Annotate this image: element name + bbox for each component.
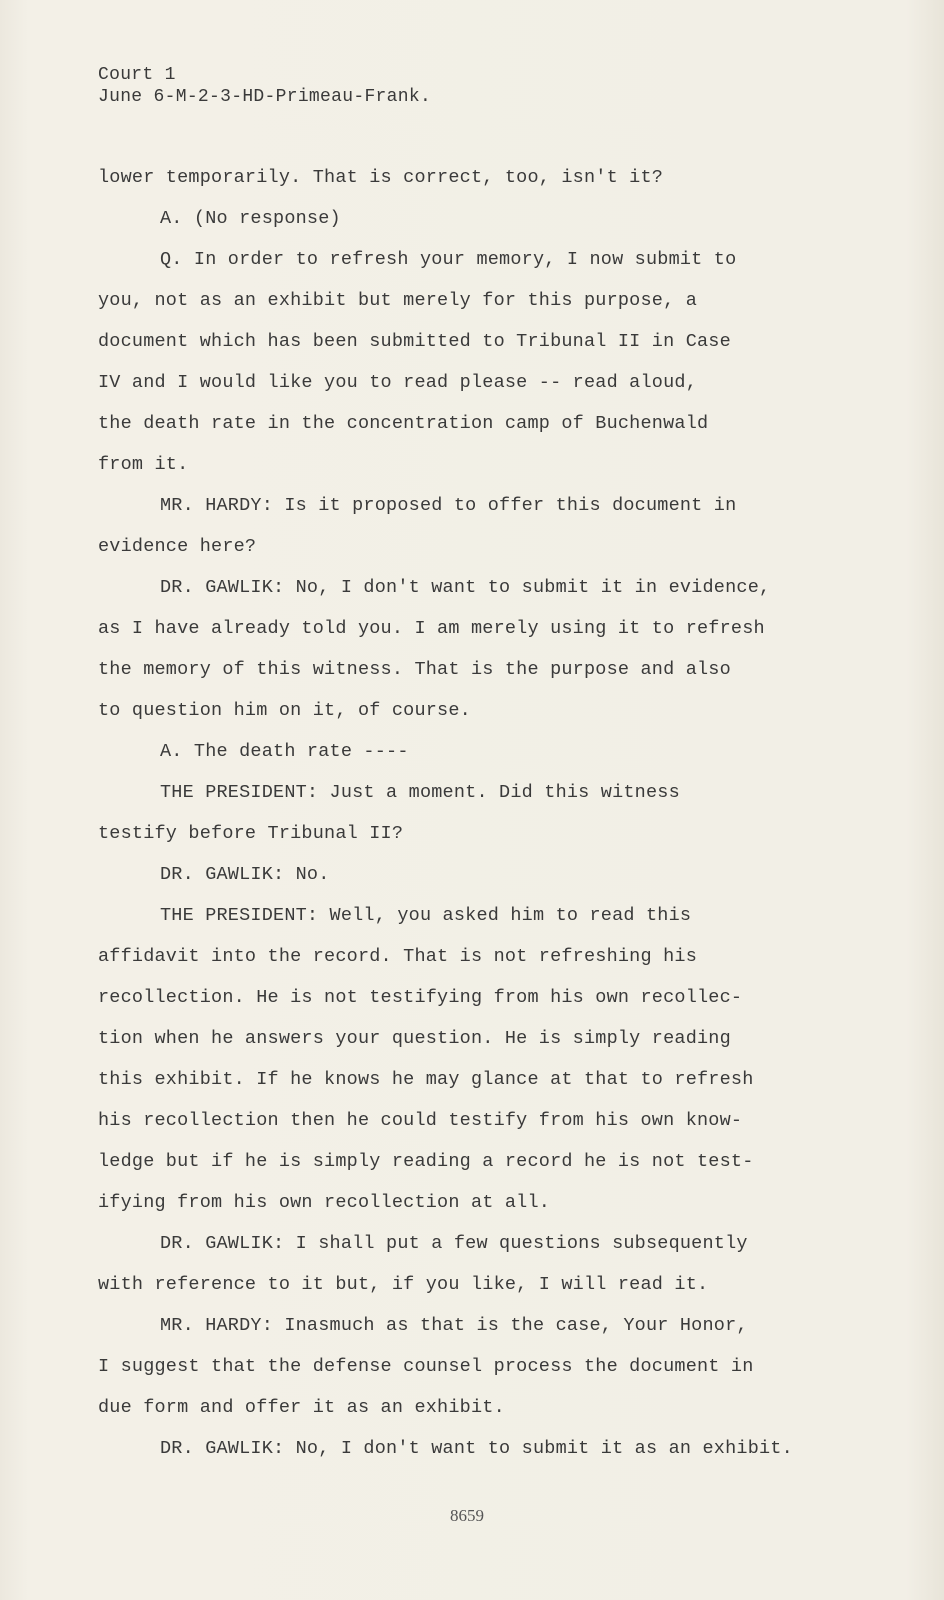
- transcript-line: the death rate in the concentration camp of Buchenwald: [98, 413, 709, 434]
- transcript-line: to question him on it, of course.: [98, 700, 471, 721]
- transcript-line: MR. HARDY: Inasmuch as that is the case, Your Honor,: [160, 1315, 748, 1336]
- transcript-line: DR. GAWLIK: No, I don't want to submit it in evidence,: [160, 577, 771, 598]
- transcript-line: his recollection then he could testify from his own know-: [98, 1110, 743, 1131]
- transcript-line: IV and I would like you to read please -- read aloud,: [98, 372, 697, 393]
- transcript-line: with reference to it but, if you like, I will read it.: [98, 1274, 709, 1295]
- transcript-line: you, not as an exhibit but merely for this purpose, a: [98, 290, 697, 311]
- transcript-reference: June 6-M-2-3-HD-Primeau-Frank.: [98, 87, 432, 107]
- transcript-line: I suggest that the defense counsel process the document in: [98, 1356, 754, 1377]
- transcript-line: ledge but if he is simply reading a record he is not test-: [98, 1151, 754, 1172]
- transcript-line: testify before Tribunal II?: [98, 823, 404, 844]
- transcript-line: lower temporarily. That is correct, too, isn't it?: [98, 167, 664, 188]
- transcript-line: THE PRESIDENT: Just a moment. Did this witness: [160, 782, 680, 803]
- transcript-line: from it.: [98, 454, 189, 475]
- transcript-line: evidence here?: [98, 536, 257, 557]
- transcript-line: A. The death rate ----: [160, 741, 409, 762]
- transcript-line: the memory of this witness. That is the purpose and also: [98, 659, 731, 680]
- transcript-line: affidavit into the record. That is not refreshing his: [98, 946, 697, 967]
- transcript-line: THE PRESIDENT: Well, you asked him to read this: [160, 905, 692, 926]
- transcript-line: DR. GAWLIK: No.: [160, 864, 330, 885]
- transcript-line: A. (No response): [160, 208, 341, 229]
- transcript-line: document which has been submitted to Tribunal II in Case: [98, 331, 731, 352]
- transcript-line: DR. GAWLIK: No, I don't want to submit it as an exhibit.: [160, 1438, 793, 1459]
- transcript-line: MR. HARDY: Is it proposed to offer this document in: [160, 495, 737, 516]
- transcript-line: as I have already told you. I am merely using it to refresh: [98, 618, 765, 639]
- transcript-line: ifying from his own recollection at all.: [98, 1192, 551, 1213]
- transcript-line: Q. In order to refresh your memory, I now submit to: [160, 249, 737, 270]
- page-header: [98, 64, 431, 108]
- page-number: 8659: [450, 1506, 484, 1525]
- transcript-line: tion when he answers your question. He is simply reading: [98, 1028, 731, 1049]
- transcript-line: recollection. He is not testifying from his own recollec-: [98, 987, 743, 1008]
- transcript-line: due form and offer it as an exhibit.: [98, 1397, 505, 1418]
- transcript-line: DR. GAWLIK: I shall put a few questions subsequently: [160, 1233, 748, 1254]
- court-label: Court 1: [98, 65, 176, 85]
- transcript-line: this exhibit. If he knows he may glance at that to refresh: [98, 1069, 754, 1090]
